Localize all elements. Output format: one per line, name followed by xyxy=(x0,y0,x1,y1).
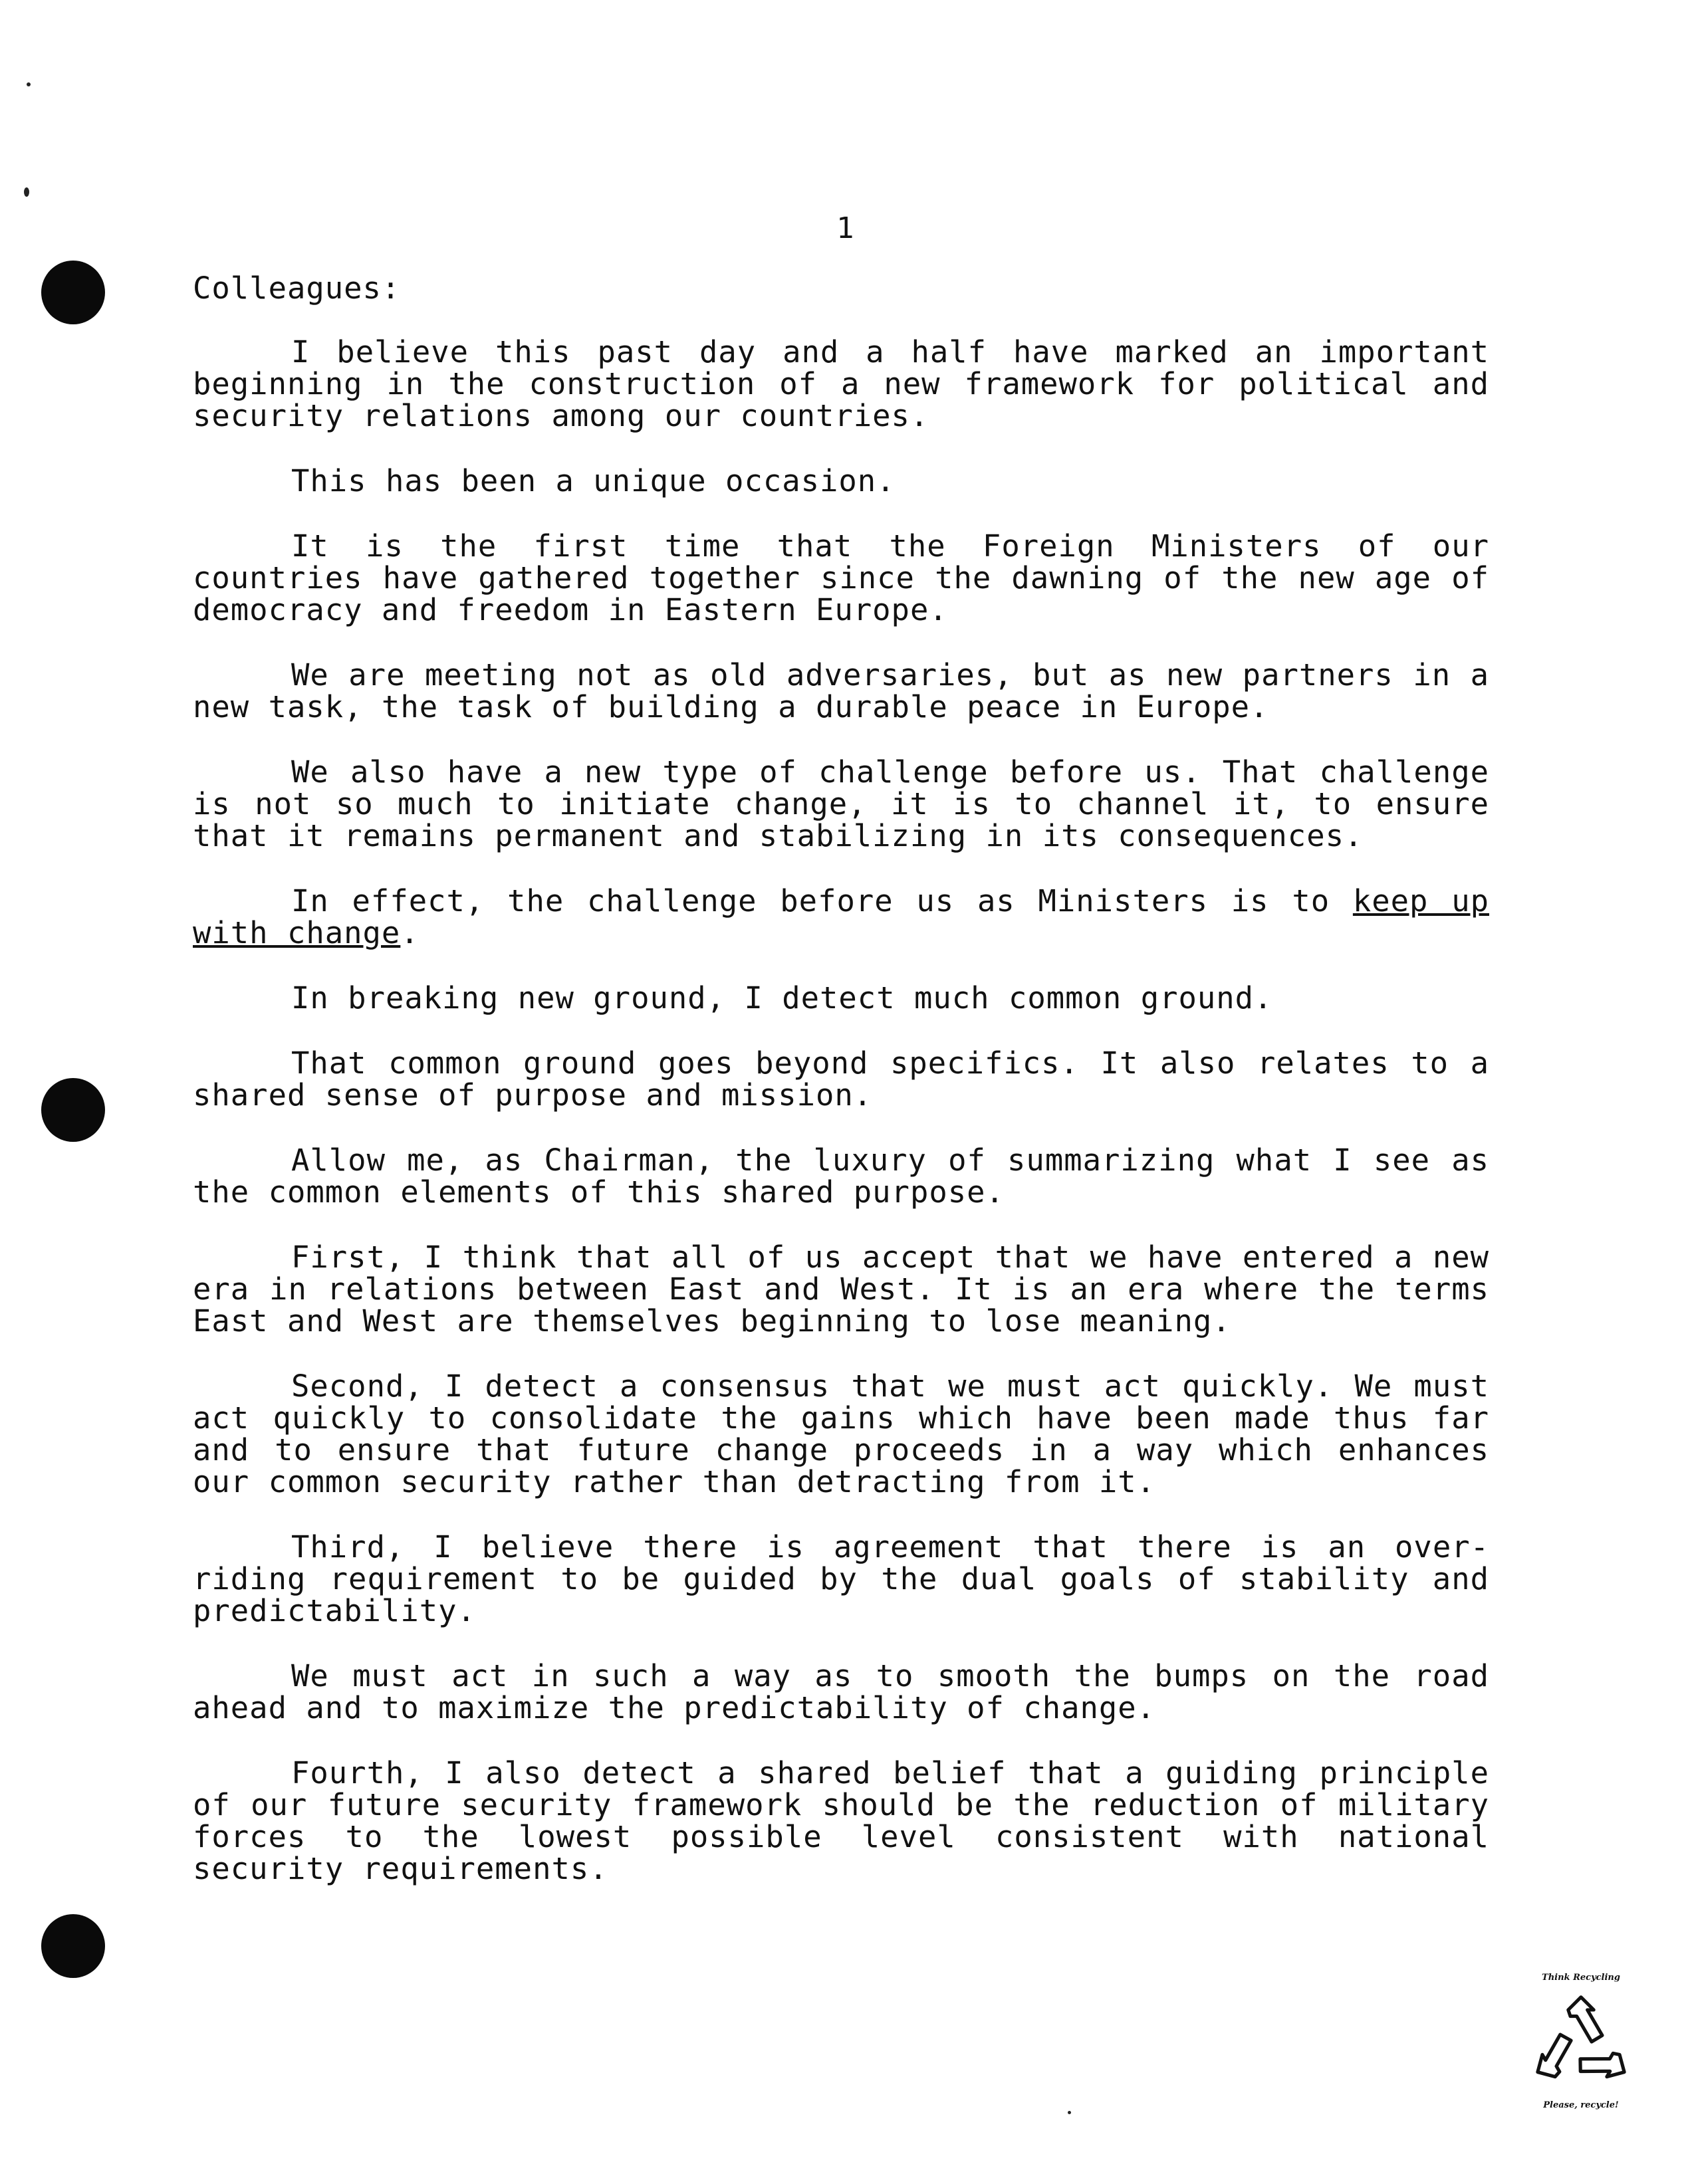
paragraph: Second, I detect a consensus that we must act quickly. We must act quickly to consolidate the gains which have been made thus far and to ensure that future change proceeds in a way which enhances our common security rather than detracting from it. xyxy=(193,1368,1489,1499)
punch-hole-top xyxy=(41,261,105,324)
punch-hole-bottom xyxy=(41,1914,105,1978)
scan-speck xyxy=(1068,2111,1071,2114)
paragraph: We must act in such a way as to smooth the bumps on the road ahead and to maximize the predictability of change. xyxy=(193,1658,1489,1725)
underlined-phrase: keep up with change xyxy=(193,883,1489,950)
recycle-bottom-caption: Please, recycle! xyxy=(1543,2100,1619,2110)
paragraph: In breaking new ground, I detect much common ground. xyxy=(291,980,1273,1016)
punch-hole-middle xyxy=(41,1078,105,1142)
paragraph-text: In effect, the challenge before us as Ministers is to xyxy=(291,883,1353,919)
page-number: 1 xyxy=(836,211,854,245)
paragraph: I believe this past day and a half have marked an important beginning in the construction of a new framework for political and security relations among our countries. xyxy=(193,334,1489,433)
paragraph: That common ground goes beyond specifics. It also relates to a shared sense of purpose and mission. xyxy=(193,1045,1489,1113)
recycle-top-caption: Think Recycling xyxy=(1542,1973,1620,1983)
paragraph: This has been a unique occasion. xyxy=(291,463,896,498)
salutation: Colleagues: xyxy=(193,271,401,306)
paragraph: Fourth, I also detect a shared belief that a guiding principle of our future security framework should be the reduction of military forces to the lowest possible level consistent with national security requirements. xyxy=(193,1755,1489,1886)
paragraph: Allow me, as Chairman, the luxury of summarizing what I see as the common elements of this shared purpose. xyxy=(193,1143,1489,1210)
scan-speck xyxy=(27,82,31,86)
paragraph xyxy=(193,885,1489,949)
recycle-logo xyxy=(1521,1973,1641,2132)
paragraph: It is the first time that the Foreign Ministers of our countries have gathered together since the dawning of the new age of democracy and freedom in Eastern Europe. xyxy=(193,528,1489,627)
paragraph: We also have a new type of challenge before us. That challenge is not so much to initiate change, it is to channel it, to ensure that it remains permanent and stabilizing in its consequences. xyxy=(193,754,1489,853)
recycle-icon xyxy=(1528,1989,1634,2095)
letter-body xyxy=(193,273,1489,1885)
scan-speck xyxy=(24,187,29,197)
paragraph: Third, I believe there is agreement that there is an over-riding requirement to be guided by the dual goals of stability and predictability. xyxy=(193,1529,1489,1628)
paragraph: We are meeting not as old adversaries, but as new partners in a new task, the task of building a durable peace in Europe. xyxy=(193,657,1489,724)
paragraph-text: . xyxy=(400,915,420,950)
paragraph: First, I think that all of us accept that we have entered a new era in relations between East and West. It is an era where the terms East and West are themselves beginning to lose meaning. xyxy=(193,1240,1489,1339)
